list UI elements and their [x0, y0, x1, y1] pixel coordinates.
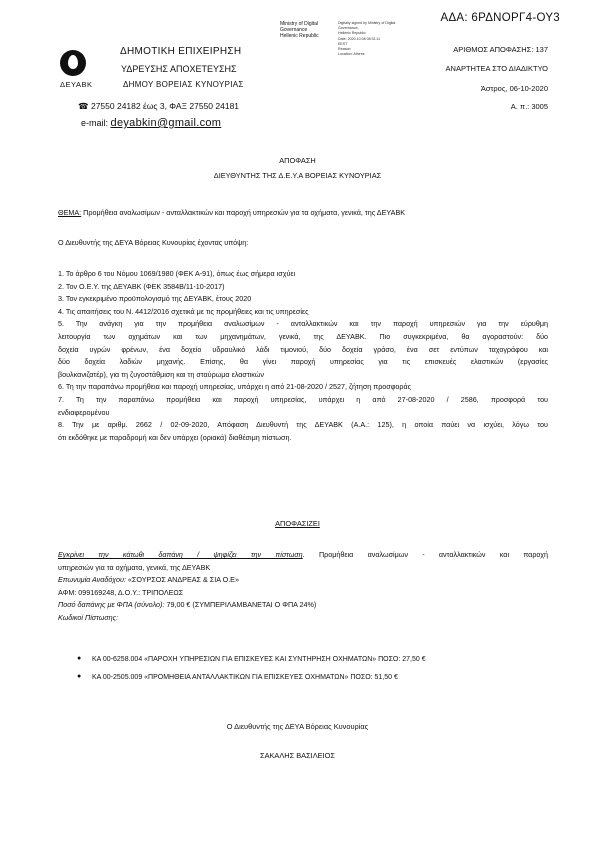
- bullet-icon: ●: [77, 655, 82, 662]
- list-item: δοχεία υγρών φρένων, ένα δοχείο υδραυλικό λάδι τιμονιού, δύο δοχεία γράσο, ένα σετ εντύπων ταχογράφου και: [58, 344, 548, 354]
- credit-code-2: ΚΑ 00-2505.009 «ΠΡΟΜΗΘΕΙΑ ΑΝΤΑΛΛΑΚΤΙΚΩΝ ΓΙΑ ΕΠΙΣΚΕΥΕΣ ΟΧΗΜΑΤΩΝ» ΠΟΣΟ: 51,50 €: [92, 674, 398, 681]
- decision-number: ΑΡΙΘΜΟΣ ΑΠΟΦΑΣΗΣ: 137: [453, 45, 548, 54]
- decision-title: ΑΠΟΦΑΣΗ: [279, 156, 316, 165]
- approval-line2: υπηρεσιών για τα οχήματα, γενικά, της ΔΕΥΑΒΚ: [58, 562, 211, 572]
- signature-labels: Ministry of Digital Governance Hellenic Republic: [280, 21, 319, 39]
- decides-title: ΑΠΟΦΑΣΙΖΕΙ: [275, 519, 320, 528]
- approval-underlined: Εγκρίνει την κάτωθι δαπάνη / ψηφίζει την πίστωση: [58, 550, 303, 559]
- supplier-name: «ΣΟΥΡΣΟΣ ΑΝΔΡΕΑΣ & ΣΙΑ Ο.Ε»: [125, 575, 239, 585]
- org-name-line2: ΥΔΡΕΥΣΗΣ ΑΠΟΧΕΤΕΥΣΗΣ: [121, 64, 237, 74]
- org-name-line3: ΔΗΜΟΥ ΒΟΡΕΙΑΣ ΚΥΝΟΥΡΙΑΣ: [123, 80, 244, 89]
- phone-icon: ☎: [78, 101, 89, 111]
- intro-text: Ο Διευθυντής της ΔΕΥΑ Βόρειας Κυνουρίας έχοντας υπόψη:: [58, 238, 249, 247]
- protocol-number: Α. π.: 3005: [510, 102, 548, 111]
- approval-text: . Προμήθεια αναλωσίμων - ανταλλακτικών και παροχή: [302, 550, 548, 559]
- phone-line: [78, 101, 239, 112]
- list-item: λειτουργία των οχημάτων και των μηχανημάτων, γενικά, της ΔΕΥΑΒΚ. Πιο συγκεκριμένα, θα αγοραστούν: δύο: [58, 331, 548, 341]
- signatory-title: Ο Διευθυντής της ΔΕΥΑ Βόρειας Κυνουρίας: [226, 722, 369, 731]
- considerations-list: [58, 268, 548, 444]
- list-item: 8. Την με αριθμ. 2662 / 02-09-2020, Απόφαση Διευθυντή της ΔΕΥΑΒΚ (Α.Α.: 125), η οποία παύει να ισχύει, λόγω του: [58, 420, 548, 430]
- email-label: e-mail:: [81, 118, 109, 128]
- list-item: 4. Τις απαιτήσεις του Ν. 4412/2016 σχετικά με τις προμήθειες και τις υπηρεσίες: [58, 306, 309, 316]
- email-link[interactable]: deyabkin@gmail.com: [110, 117, 222, 129]
- list-item: δύο δοχεία λαδιών μηχανής. Επίσης, θα γίνει παροχή υπηρεσίας για τις επισκευές ελαστικών (εργασίες: [58, 357, 548, 367]
- bullet-icon: ●: [77, 673, 82, 680]
- approval-section: [58, 549, 548, 625]
- list-item: 5. Την ανάγκη για την προμήθεια αναλωσίμων - ανταλλακτικών και την παροχή υπηρεσιών για την εύρυθμη: [58, 319, 548, 329]
- decision-date: Άστρος, 06-10-2020: [480, 84, 548, 93]
- logo-text: ΔΕΥΑΒΚ: [60, 80, 93, 89]
- list-item: 3. Τον εγκεκριμένο προϋπολογισμό της ΔΕΥΑΒΚ, έτους 2020: [58, 294, 252, 304]
- subject-label: ΘΕΜΑ:: [58, 208, 82, 217]
- codes-label: Κωδικοί Πίστωσης:: [58, 612, 119, 622]
- list-item: 6. Τη την παραπάνω προμήθεια και παροχή υπηρεσίας, υπάρχει η από 21-08-2020 / 2527, ζήτηση προσφοράς: [58, 382, 412, 392]
- org-name-line1: ΔΗΜΟΤΙΚΗ ΕΠΙΧΕΙΡΗΣΗ: [120, 46, 242, 57]
- water-drop-logo-icon: [60, 50, 86, 76]
- signature-details: Digitally signed by Ministry of Digital Governance, Hellenic Republic Date: 2020.10.08 08:31:11 EEST Reason: Location: Athens: [338, 21, 396, 57]
- email-line: [81, 117, 221, 129]
- subject-text: Προμήθεια αναλωσίμων - ανταλλακτικών και παροχή υπηρεσιών για τα οχήματα, γενικά, της ΔΕΥΑΒΚ: [81, 208, 406, 217]
- credit-code-1: ΚΑ 00-6258.004 «ΠΑΡΟΧΗ ΥΠΗΡΕΣΙΩΝ ΓΙΑ ΕΠΙΣΚΕΥΕΣ ΚΑΙ ΣΥΝΤΗΡΗΣΗ ΟΧΗΜΑΤΩΝ» ΠΟΣΟ: 27,50 €: [92, 656, 426, 663]
- amount-label: Ποσό δαπάνης με ΦΠΑ (σύνολο):: [58, 600, 165, 610]
- amount-value: 79,00 € (ΣΥΜΠΕΡΙΛΑΜΒΑΝΕΤΑΙ Ο ΦΠΑ 24%): [164, 600, 317, 610]
- supplier-label: Επωνυμία Αναδόχου:: [58, 575, 126, 585]
- posting-note: ΑΝΑΡΤΗΤΕΑ ΣΤΟ ΔΙΑΔΙΚΤΥΟ: [445, 64, 548, 73]
- list-item: 7. Τη την παραπάνω προμήθεια και παροχή υπηρεσίας, υπάρχει η από 27-08-2020 / 2586, προσφορά του: [58, 394, 548, 404]
- list-item: ενδιαφερομένου: [58, 407, 110, 417]
- list-item: ότι εκδόθηκε με παραδρομή και δεν υπάρχει (οριακά) διαθέσιμη πίστωση.: [58, 432, 292, 442]
- ada-code: ΑΔΑ: 6ΡΔΝΟΡΓ4-ΟΥ3: [440, 12, 560, 24]
- signatory-name: ΣΑΚΑΛΗΣ ΒΑΣΙΛΕΙΟΣ: [260, 751, 335, 760]
- list-item: 1. Το άρθρο 6 του Νόμου 1069/1980 (ΦΕΚ Α-91), όπως έως σήμερα ισχύει: [58, 269, 296, 278]
- subject-line: [58, 207, 548, 220]
- director-title: ΔΙΕΥΘΥΝΤΗΣ ΤΗΣ Δ.Ε.Υ.Α ΒΟΡΕΙΑΣ ΚΥΝΟΥΡΙΑΣ: [213, 171, 382, 180]
- list-item: 2. Τον Ο.Ε.Υ. της ΔΕΥΑΒΚ (ΦΕΚ 3584Β/11-10-2017): [58, 281, 225, 291]
- phone-text: 27550 24182 έως 3, ΦΑΞ 27550 24181: [90, 101, 240, 111]
- afm-line: ΑΦΜ: 099169248, Δ.Ο.Υ.: ΤΡΙΠΟΛΕΩΣ: [58, 587, 184, 597]
- list-item: βουλκανιζατέρ), για τη ζυγοστάθμιση και τη σταύρωμα ελαστικών: [58, 369, 265, 379]
